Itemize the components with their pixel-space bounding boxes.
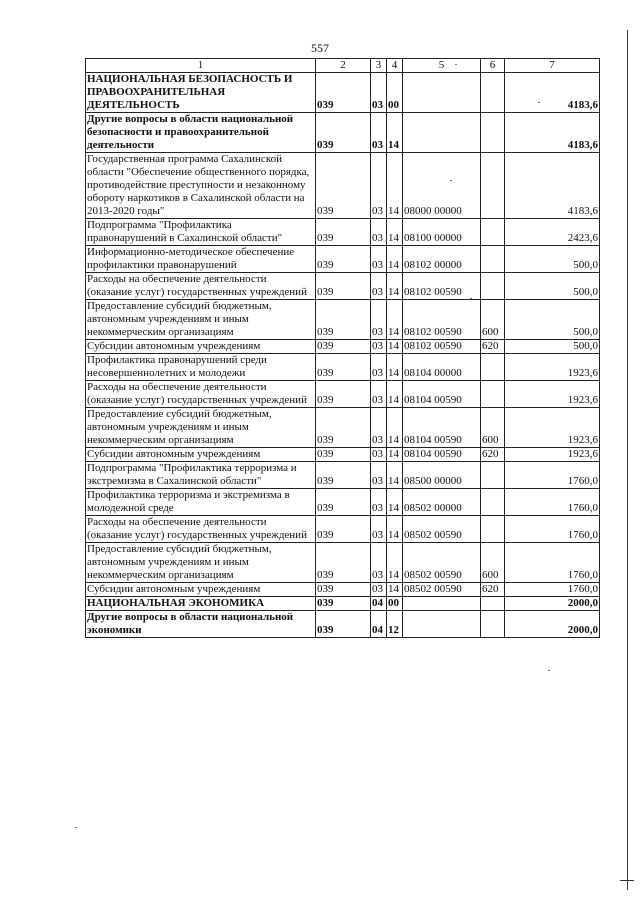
subsection-code: 14 [387,340,403,354]
section-code: 03 [371,73,387,113]
amount-value: 500,0 [505,273,600,300]
amount-value: 1923,6 [505,408,600,448]
target-code: 08102 00000 [403,246,481,273]
ministry-code: 039 [316,489,371,516]
expense-type-code: 600 [481,300,505,340]
subsection-code: 14 [387,543,403,583]
subsection-code: 14 [387,381,403,408]
column-header: 2 [316,59,371,73]
target-code: 08100 00000 [403,219,481,246]
row-name: Другие вопросы в области национальной безопасности и правоохранительной деятельности [86,113,316,153]
subsection-code: 14 [387,113,403,153]
amount-value: 500,0 [505,246,600,273]
subsection-code: 14 [387,516,403,543]
ministry-code: 039 [316,246,371,273]
amount-value: 1923,6 [505,381,600,408]
row-name: Предоставление субсидий бюджетным, автономным учреждениям и иным некоммерческим организациям [86,408,316,448]
table-row [86,583,600,597]
section-code: 03 [371,489,387,516]
section-code: 04 [371,611,387,638]
ministry-code: 039 [316,381,371,408]
amount-value: 1760,0 [505,462,600,489]
scan-speck [450,180,452,181]
amount-value: 1760,0 [505,543,600,583]
expense-type-code [481,381,505,408]
ministry-code: 039 [316,273,371,300]
section-code: 03 [371,113,387,153]
ministry-code: 039 [316,597,371,611]
section-code: 03 [371,583,387,597]
ministry-code: 039 [316,73,371,113]
column-header: 1 [86,59,316,73]
expense-type-code [481,73,505,113]
scan-speck [455,64,457,65]
section-code: 03 [371,246,387,273]
target-code: 08102 00590 [403,300,481,340]
table-row [86,300,600,340]
header-row [86,59,600,73]
budget-table [85,58,600,638]
table-row [86,462,600,489]
target-code [403,611,481,638]
section-code: 03 [371,408,387,448]
table-row [86,597,600,611]
expense-type-code [481,462,505,489]
table-row [86,543,600,583]
ministry-code: 039 [316,543,371,583]
table-row [86,354,600,381]
amount-value: 1923,6 [505,448,600,462]
target-code: 08104 00000 [403,354,481,381]
section-code: 03 [371,153,387,219]
table-row [86,73,600,113]
subsection-code: 14 [387,354,403,381]
expense-type-code [481,516,505,543]
amount-value: 1760,0 [505,583,600,597]
amount-value: 1760,0 [505,489,600,516]
subsection-code: 14 [387,300,403,340]
table-row [86,489,600,516]
amount-value: 4183,6 [505,73,600,113]
row-name: НАЦИОНАЛЬНАЯ БЕЗОПАСНОСТЬ И ПРАВООХРАНИТЕЛЬНАЯ ДЕЯТЕЛЬНОСТЬ [86,73,316,113]
table-row [86,219,600,246]
target-code: 08104 00590 [403,381,481,408]
subsection-code: 14 [387,273,403,300]
page-number: 557 [311,41,329,55]
ministry-code: 039 [316,354,371,381]
table-row [86,273,600,300]
scan-speck [470,298,472,299]
target-code: 08000 00000 [403,153,481,219]
row-name: Расходы на обеспечение деятельности (оказание услуг) государственных учреждений [86,381,316,408]
column-header: 6 [481,59,505,73]
row-name: Предоставление субсидий бюджетным, автономным учреждениям и иным некоммерческим организациям [86,300,316,340]
expense-type-code: 620 [481,583,505,597]
table-row [86,448,600,462]
amount-value: 4183,6 [505,153,600,219]
table-row [86,408,600,448]
target-code [403,597,481,611]
amount-value: 4183,6 [505,113,600,153]
amount-value: 500,0 [505,300,600,340]
ministry-code: 039 [316,583,371,597]
section-code: 03 [371,273,387,300]
row-name: Субсидии автономным учреждениям [86,583,316,597]
scan-edge-line [627,30,628,890]
row-name: НАЦИОНАЛЬНАЯ ЭКОНОМИКА [86,597,316,611]
target-code [403,73,481,113]
expense-type-code: 620 [481,340,505,354]
expense-type-code: 600 [481,543,505,583]
ministry-code: 039 [316,113,371,153]
row-name: Профилактика правонарушений среди несовершеннолетних и молодежи [86,354,316,381]
subsection-code: 00 [387,597,403,611]
amount-value: 2000,0 [505,597,600,611]
section-code: 03 [371,543,387,583]
row-name: Профилактика терроризма и экстремизма в молодежной среде [86,489,316,516]
expense-type-code [481,489,505,516]
subsection-code: 14 [387,408,403,448]
amount-value: 500,0 [505,340,600,354]
scan-speck [538,102,540,103]
ministry-code: 039 [316,300,371,340]
section-code: 04 [371,597,387,611]
ministry-code: 039 [316,516,371,543]
column-header: 4 [387,59,403,73]
subsection-code: 14 [387,219,403,246]
subsection-code: 14 [387,153,403,219]
amount-value: 1760,0 [505,516,600,543]
ministry-code: 039 [316,153,371,219]
row-name: Субсидии автономным учреждениям [86,448,316,462]
row-name: Субсидии автономным учреждениям [86,340,316,354]
section-code: 03 [371,340,387,354]
section-code: 03 [371,381,387,408]
amount-value: 2000,0 [505,611,600,638]
expense-type-code [481,354,505,381]
column-header: 5 [403,59,481,73]
section-code: 03 [371,354,387,381]
target-code: 08104 00590 [403,408,481,448]
expense-type-code [481,246,505,273]
subsection-code: 14 [387,462,403,489]
table-row [86,381,600,408]
scan-speck [75,827,77,828]
target-code: 08502 00590 [403,583,481,597]
subsection-code: 12 [387,611,403,638]
row-name: Информационно-методическое обеспечение профилактики правонарушений [86,246,316,273]
row-name: Государственная программа Сахалинской области "Обеспечение общественного порядка, противодействие преступности и незаконному обороту наркотиков в Сахалинской области на 2013-2020 годы" [86,153,316,219]
ministry-code: 039 [316,408,371,448]
section-code: 03 [371,300,387,340]
table-row [86,611,600,638]
target-code: 08102 00590 [403,340,481,354]
section-code: 03 [371,219,387,246]
expense-type-code [481,273,505,300]
subsection-code: 14 [387,489,403,516]
section-code: 03 [371,462,387,489]
scan-edge-tick [620,880,634,881]
target-code: 08502 00590 [403,516,481,543]
ministry-code: 039 [316,219,371,246]
ministry-code: 039 [316,340,371,354]
row-name: Расходы на обеспечение деятельности (оказание услуг) государственных учреждений [86,273,316,300]
table-row [86,113,600,153]
table-row [86,153,600,219]
amount-value: 1923,6 [505,354,600,381]
subsection-code: 00 [387,73,403,113]
table-row [86,246,600,273]
ministry-code: 039 [316,448,371,462]
row-name: Расходы на обеспечение деятельности (оказание услуг) государственных учреждений [86,516,316,543]
row-name: Предоставление субсидий бюджетным, автономным учреждениям и иным некоммерческим организациям [86,543,316,583]
target-code [403,113,481,153]
expense-type-code [481,611,505,638]
subsection-code: 14 [387,448,403,462]
expense-type-code [481,153,505,219]
subsection-code: 14 [387,246,403,273]
target-code: 08502 00000 [403,489,481,516]
ministry-code: 039 [316,611,371,638]
target-code: 08502 00590 [403,543,481,583]
scan-speck [548,670,550,671]
table-row [86,516,600,543]
section-code: 03 [371,516,387,543]
target-code: 08104 00590 [403,448,481,462]
expense-type-code [481,113,505,153]
column-header: 3 [371,59,387,73]
subsection-code: 14 [387,583,403,597]
target-code: 08102 00590 [403,273,481,300]
section-code: 03 [371,448,387,462]
table-row [86,340,600,354]
expense-type-code: 620 [481,448,505,462]
row-name: Подпрограмма "Профилактика терроризма и экстремизма в Сахалинской области" [86,462,316,489]
expense-type-code [481,597,505,611]
target-code: 08500 00000 [403,462,481,489]
ministry-code: 039 [316,462,371,489]
amount-value: 2423,6 [505,219,600,246]
row-name: Подпрограмма "Профилактика правонарушений в Сахалинской области" [86,219,316,246]
row-name: Другие вопросы в области национальной экономики [86,611,316,638]
expense-type-code: 600 [481,408,505,448]
column-header: 7 [505,59,600,73]
expense-type-code [481,219,505,246]
